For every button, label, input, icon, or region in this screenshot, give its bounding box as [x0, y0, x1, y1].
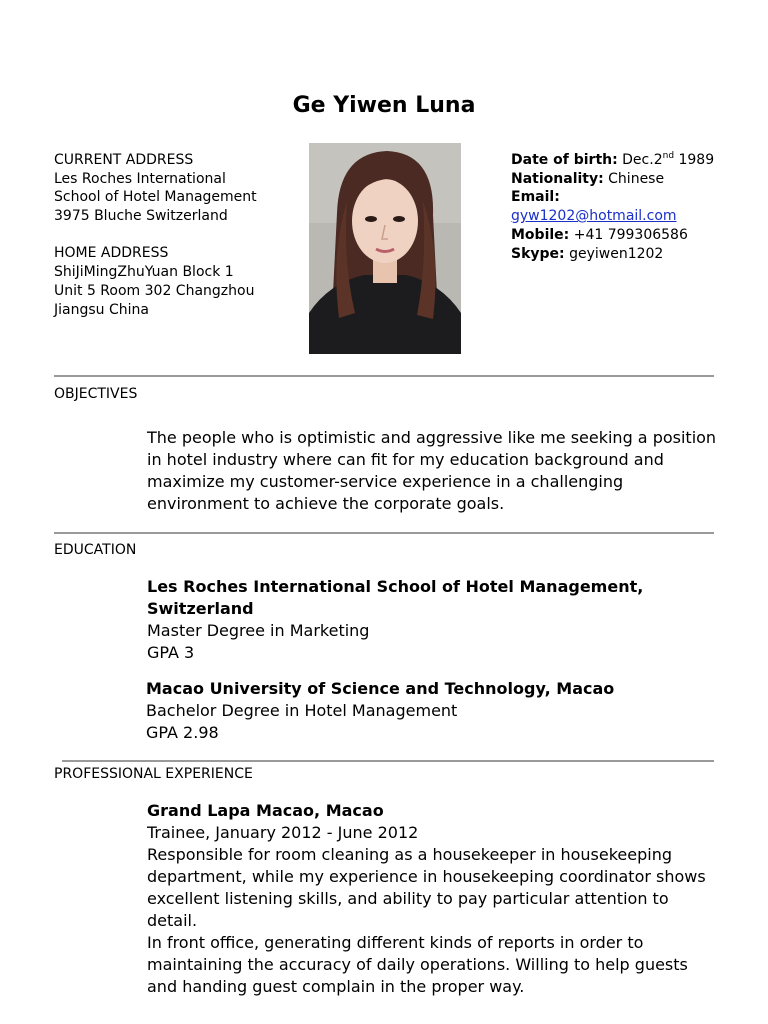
objectives-line: in hotel industry where can fit for my education background and: [147, 450, 664, 469]
dob-value: Dec.2: [617, 152, 663, 168]
experience-line: In front office, generating different kinds of reports in order to: [147, 933, 644, 952]
education-heading: EDUCATION: [54, 542, 137, 558]
experience-line: detail.: [147, 911, 198, 930]
role-dates: Trainee, January 2012 - June 2012: [147, 823, 419, 842]
home-address-heading: HOME ADDRESS: [54, 245, 169, 262]
dob-ordinal: nd: [662, 151, 675, 161]
experience-line: department, while my experience in housekeeping coordinator shows: [147, 867, 706, 886]
employer-name: Grand Lapa Macao, Macao: [147, 801, 384, 820]
skype-label: Skype:: [511, 245, 565, 262]
school-name: Macao University of Science and Technology, Macao: [146, 679, 615, 698]
gpa: GPA 3: [147, 643, 195, 662]
experience-line: maintaining the accuracy of daily operations. Willing to help guests: [147, 955, 688, 974]
school-name: Switzerland: [147, 599, 254, 618]
profile-photo: [309, 143, 461, 354]
degree: Master Degree in Marketing: [147, 621, 370, 640]
objectives-line: The people who is optimistic and aggressive like me seeking a position: [147, 428, 717, 447]
current-address-line: School of Hotel Management: [54, 189, 257, 206]
email-link[interactable]: gyw1202@hotmail.com: [511, 208, 677, 225]
email-label: Email:: [511, 189, 560, 206]
contact-block: [511, 151, 761, 263]
home-address-line: Jiangsu China: [54, 301, 149, 318]
section-divider: [62, 760, 714, 762]
experience-line: and handing guest complain in the proper way.: [147, 977, 525, 996]
date-of-birth-row: [511, 151, 761, 170]
skype-value: geyiwen1202: [564, 245, 664, 262]
dob-year: 1989: [674, 152, 715, 168]
mobile-value: +41 799306586: [569, 226, 688, 243]
education-entry: [146, 678, 746, 744]
current-address-line: Les Roches International: [54, 170, 226, 187]
mobile-label: Mobile:: [511, 226, 570, 243]
objectives-line: environment to achieve the corporate goals.: [147, 494, 505, 513]
experience-entry: [147, 800, 757, 998]
mobile-row: [511, 226, 761, 245]
current-address-line: 3975 Bluche Switzerland: [54, 208, 228, 225]
nationality-value: Chinese: [603, 170, 665, 187]
home-address-line: ShiJiMingZhuYuan Block 1: [54, 264, 234, 281]
resume-name: Ge Yiwen Luna: [292, 93, 476, 118]
experience-line: Responsible for room cleaning as a housekeeper in housekeeping: [147, 845, 673, 864]
school-name: Les Roches International School of Hotel Management,: [147, 577, 644, 596]
education-entry: [147, 576, 747, 664]
objectives-text: [147, 427, 747, 515]
objectives-line: maximize my customer-service experience in a challenging: [147, 472, 624, 491]
section-divider: [54, 532, 714, 534]
section-divider: [54, 375, 714, 377]
current-address-heading: CURRENT ADDRESS: [54, 152, 194, 168]
nationality-label: Nationality:: [511, 170, 604, 187]
address-block: [54, 151, 304, 319]
skype-row: [511, 245, 761, 264]
email-row: [511, 188, 761, 207]
experience-heading: PROFESSIONAL EXPERIENCE: [54, 766, 253, 782]
objectives-heading: OBJECTIVES: [54, 386, 138, 402]
home-address-line: Unit 5 Room 302 Changzhou: [54, 282, 255, 299]
dob-label: Date of birth:: [511, 152, 618, 168]
experience-line: excellent listening skills, and ability to pay particular attention to: [147, 889, 669, 908]
gpa: GPA 2.98: [146, 723, 219, 742]
degree: Bachelor Degree in Hotel Management: [146, 701, 458, 720]
nationality-row: [511, 170, 761, 189]
